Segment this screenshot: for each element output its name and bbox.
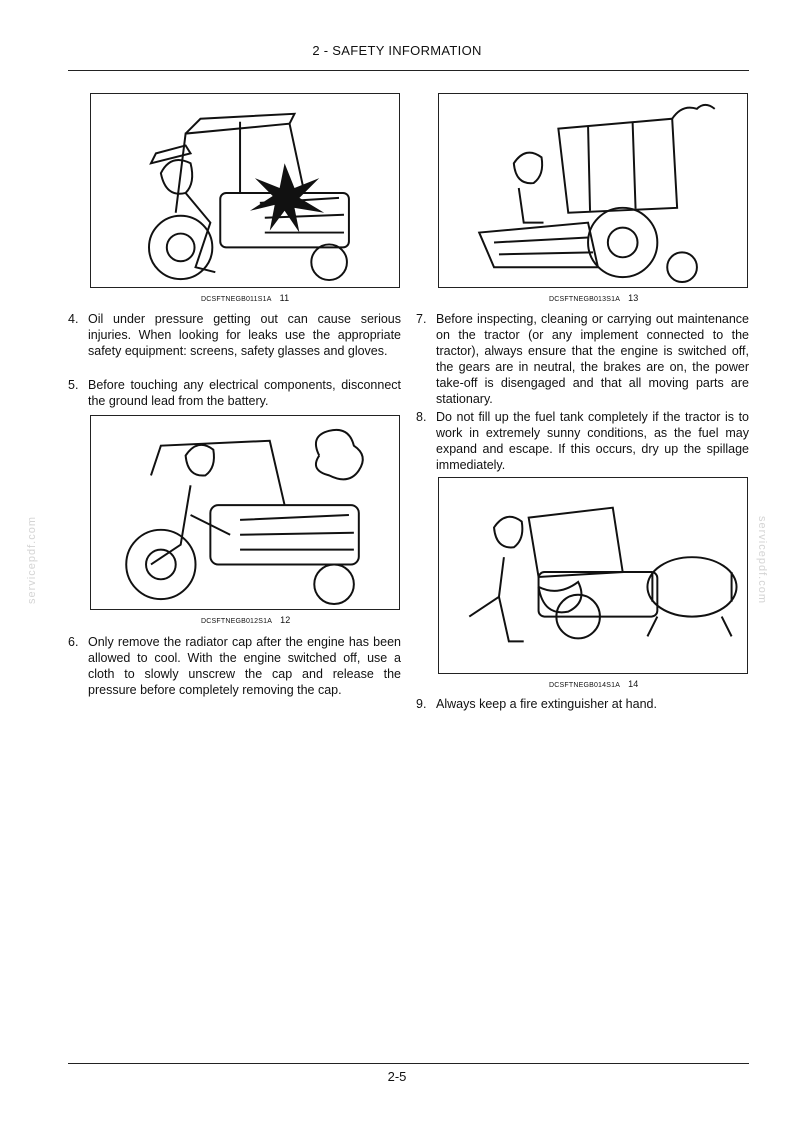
page-header-title: 2 - SAFETY INFORMATION bbox=[312, 43, 482, 58]
page-number: 2-5 bbox=[387, 1069, 407, 1084]
list-item-8 bbox=[416, 409, 749, 473]
figure-14-code: DCSFTNEGB014S1A bbox=[549, 682, 621, 689]
list-item-number: 4. bbox=[68, 312, 79, 326]
list-item-number: 5. bbox=[68, 378, 79, 392]
figure-13-caption bbox=[549, 293, 639, 303]
tractor-oil-spray-illustration-icon bbox=[91, 94, 399, 287]
footer-rule bbox=[68, 1063, 749, 1064]
list-item-9 bbox=[416, 696, 749, 712]
list-item-text: Before touching any electrical components, disconnect the ground lead from the battery. bbox=[88, 378, 401, 408]
figure-13-code: DCSFTNEGB013S1A bbox=[549, 296, 621, 303]
tractor-maintenance-illustration-icon bbox=[439, 94, 747, 287]
header-rule bbox=[68, 70, 749, 71]
list-item-number: 8. bbox=[416, 410, 427, 424]
list-item-text: Always keep a fire extinguisher at hand. bbox=[436, 697, 657, 711]
figure-11-code: DCSFTNEGB011S1A bbox=[201, 296, 272, 303]
figure-14-number: 14 bbox=[628, 679, 639, 689]
figure-12-code: DCSFTNEGB012S1A bbox=[201, 618, 273, 625]
list-item-text: Do not fill up the fuel tank completely if the tractor is to work in extremely sunny conditions, as the fuel may expand and escape. If this occurs, dry up the spillage immediately. bbox=[436, 410, 749, 472]
list-item-text: Only remove the radiator cap after the engine has been allowed to cool. With the engine switched off, use a cloth to slowly unscrew the cap and release the pressure before completely removing the cap. bbox=[88, 635, 401, 697]
figure-13 bbox=[438, 93, 748, 288]
figure-12 bbox=[90, 415, 400, 610]
list-item-text: Oil under pressure getting out can cause serious injuries. When looking for leaks use the appropriate safety equipment: screens, safety glasses and gloves. bbox=[88, 312, 401, 358]
tractor-fuel-spill-illustration-icon bbox=[439, 478, 747, 673]
figure-14-caption bbox=[549, 679, 639, 689]
figure-13-number: 13 bbox=[628, 293, 639, 303]
list-item-7 bbox=[416, 311, 749, 407]
watermark-left: servicepdf.com bbox=[25, 516, 38, 604]
figure-12-number: 12 bbox=[280, 615, 291, 625]
list-item-number: 6. bbox=[68, 635, 79, 649]
figure-12-caption bbox=[201, 615, 291, 625]
list-item-text: Before inspecting, cleaning or carrying out maintenance on the tractor (or any implement connected to the tractor), always ensure that the engine is switched off, the gears are in neutral, the brakes are on, the power take-off is disengaged and that all moving parts are stationary. bbox=[436, 312, 749, 406]
list-item-4 bbox=[68, 311, 401, 359]
watermark-right: servicepdf.com bbox=[755, 516, 768, 604]
tractor-radiator-steam-illustration-icon bbox=[91, 416, 399, 609]
figure-14 bbox=[438, 477, 748, 674]
figure-11-caption bbox=[201, 293, 289, 303]
figure-11 bbox=[90, 93, 400, 288]
list-item-number: 9. bbox=[416, 697, 427, 711]
list-item-number: 7. bbox=[416, 312, 427, 326]
figure-11-number: 11 bbox=[279, 293, 290, 303]
list-item-5 bbox=[68, 377, 401, 409]
list-item-6 bbox=[68, 634, 401, 698]
